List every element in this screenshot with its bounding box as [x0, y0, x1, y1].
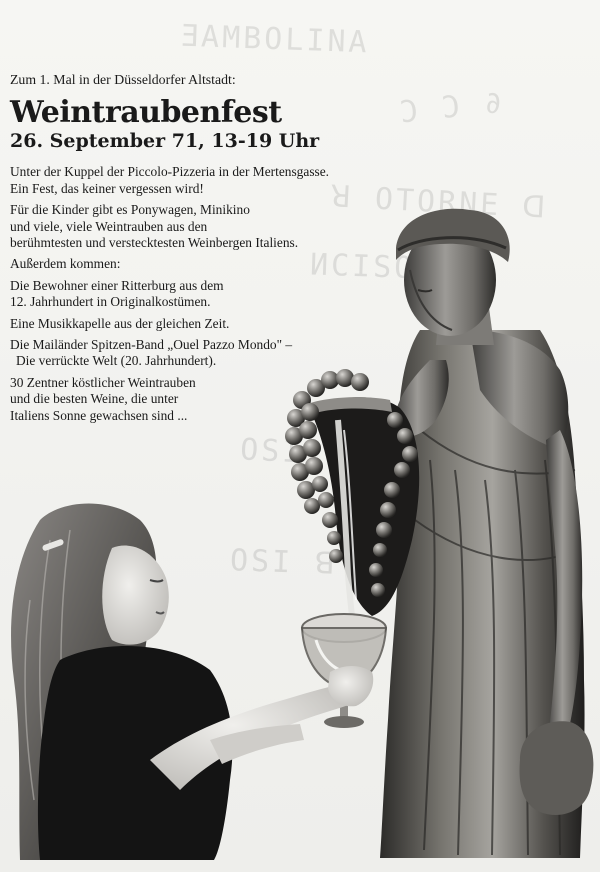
text-line: Italiens Sonne gewachsen sind ...	[10, 407, 188, 423]
text-line: Ein Fest, das keiner vergessen wird!	[10, 180, 204, 196]
show-through-mark: OSI ꓭ	[229, 543, 339, 582]
intro-line: Zum 1. Mal in der Düsseldorfer Altstadt:	[10, 72, 236, 87]
paragraph-also	[10, 256, 390, 272]
event-date: 26. September 71, 13-19 Uhr	[10, 130, 320, 153]
show-through-mark: OSI	[239, 432, 305, 471]
flyer-text	[10, 72, 390, 429]
text-line: Die Bewohner einer Ritterburg aus dem	[10, 277, 224, 293]
event-title: Weintraubenfest	[10, 95, 282, 131]
paragraph-band	[10, 337, 390, 370]
text-line: Außerdem kommen:	[10, 256, 121, 272]
text-line: Die Mailänder Spitzen-Band „Ouel Pazzo Mondo" –	[10, 337, 293, 353]
text-line: 12. Jahrhundert in Originalkostümen.	[10, 294, 211, 310]
text-line: Eine Musikkapelle aus der gleichen Zeit.	[10, 315, 230, 331]
paragraph-kids	[10, 202, 390, 251]
paragraph-castle	[10, 278, 390, 311]
text-line: Die verrückte Welt (20. Jahrhundert).	[16, 353, 217, 369]
text-line: 30 Zentner köstlicher Weintrauben	[10, 374, 196, 390]
text-line: und die besten Weine, die unter	[10, 391, 179, 407]
text-line: berühmtesten und verstecktesten Weinbergen Italiens.	[10, 235, 299, 251]
paragraph-grapes	[10, 375, 390, 424]
show-through-mark: Ɔ Ɔ ∂	[398, 84, 507, 131]
text-line: und viele, viele Weintrauben aus den	[10, 218, 208, 234]
show-through-mark: ƎAMBOLINA	[179, 18, 371, 61]
text-line: Unter der Kuppel der Piccolo-Pizzeria in der Mertensgasse.	[10, 164, 330, 180]
show-through-mark: ИCISO ꓭ	[309, 247, 461, 288]
paragraph-venue	[10, 164, 390, 197]
show-through-mark: ꓤ OTORNE ᗡ	[329, 179, 550, 226]
text-line: Für die Kinder gibt es Ponywagen, Minikino	[10, 202, 250, 218]
paragraph-band-music	[10, 316, 390, 332]
